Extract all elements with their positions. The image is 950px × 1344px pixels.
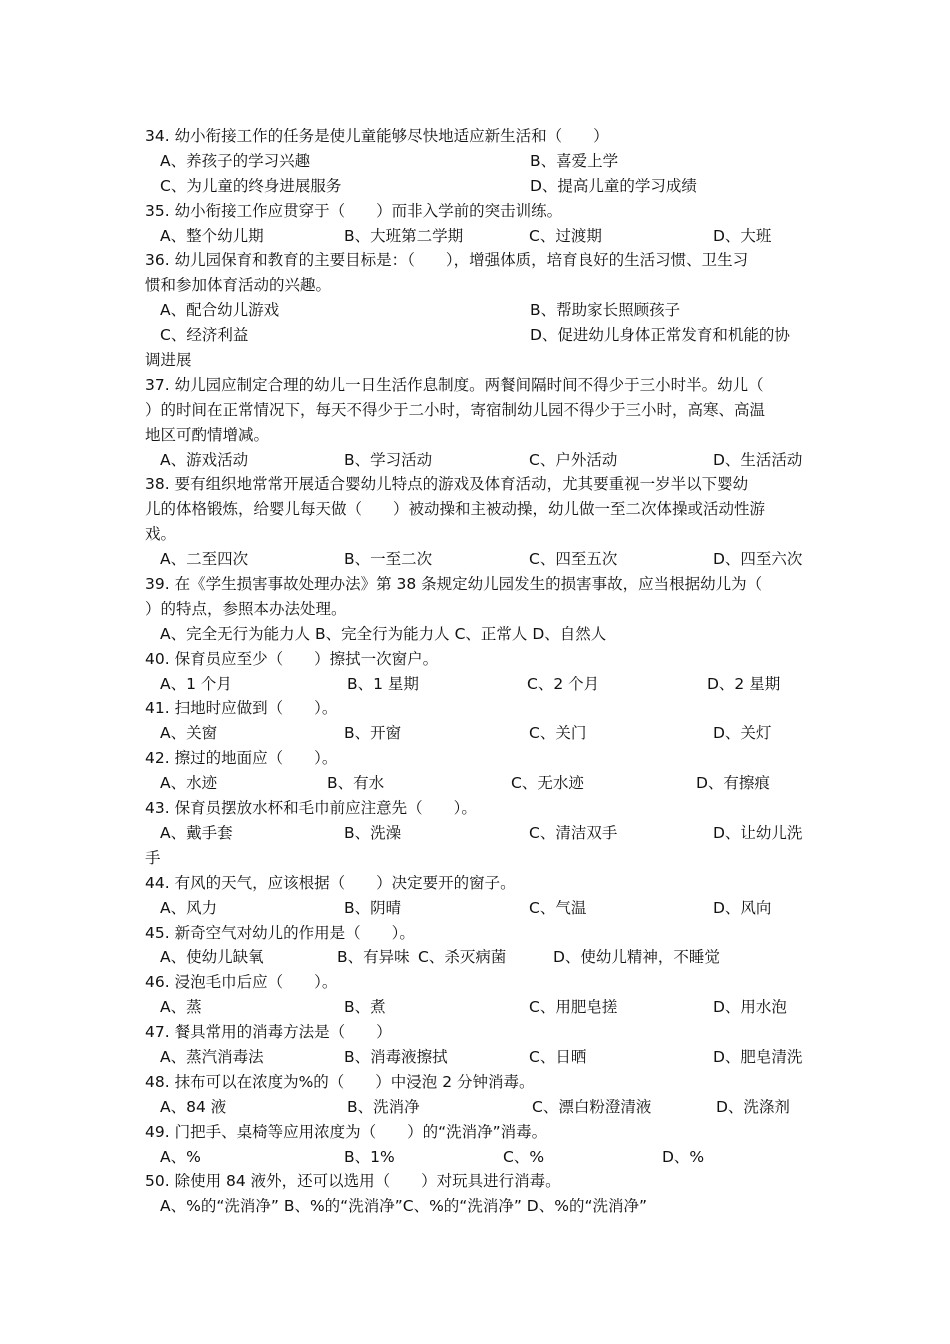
question-text: 46. 浸泡毛巾后应（ ）。 [145,973,338,992]
question-text: 43. 保育员摆放水杯和毛巾前应注意先（ ）。 [145,799,477,818]
answer-option: A、蒸汽消毒法 [160,1047,264,1066]
answer-option: B、洗澡 [344,823,402,842]
option-row [145,721,810,746]
answer-option: B、帮助家长照顾孩子 [530,301,681,320]
question-block [145,871,810,921]
question-text: 49. 门把手、桌椅等应用浓度为（ ）的“洗消净”消毒。 [145,1122,548,1141]
option-row [145,224,810,249]
question-document [145,124,810,1219]
answer-option: B、1 星期 [347,674,419,693]
question-text: 惯和参加体育活动的兴趣。 [145,276,332,295]
answer-option: A、84 液 [160,1097,227,1116]
question-block [145,373,810,473]
answer-option: B、开窗 [344,724,402,743]
answer-option: D、风向 [713,898,772,917]
answer-option: A、使幼儿缺氧 [160,948,264,967]
question-block [145,248,810,372]
answer-option: B、大班第二学期 [344,226,464,245]
answer-option: C、经济利益 [160,326,249,345]
answer-option: D、% [662,1147,705,1166]
answer-option: C、日晒 [529,1047,587,1066]
answer-option: B、一至二次 [344,550,433,569]
answer-option: A、游戏活动 [160,450,249,469]
question-block [145,1020,810,1070]
question-block [145,1070,810,1120]
answer-option: C、四至五次 [529,550,618,569]
answer-option: A、完全无行为能力人 B、完全行为能力人 C、正常人 D、自然人 [160,624,607,643]
option-continuation: 调进展 [145,351,192,370]
option-row [145,298,810,323]
question-text: 39. 在《学生损害事故处理办法》第 38 条规定幼儿园发生的损害事故，应当根据幼儿为（ [145,575,763,594]
question-text: 地区可酌情增减。 [145,425,270,444]
option-row [145,1045,810,1070]
answer-option: A、关窗 [160,724,218,743]
answer-option: B、阴晴 [344,898,402,917]
question-text: 36. 幼儿园保育和教育的主要目标是：（ ），增强体质，培育良好的生活习惯、卫生习 [145,251,749,270]
answer-option: A、水迹 [160,774,218,793]
answer-option: D、洗涤剂 [716,1097,790,1116]
answer-option: B、喜爱上学 [530,151,619,170]
answer-option: C、气温 [529,898,587,917]
question-block [145,647,810,697]
answer-option: D、肥皂清洗 [713,1047,803,1066]
answer-option: D、使幼儿精神，不睡觉 [553,948,720,967]
answer-option: B、学习活动 [344,450,433,469]
option-row [145,896,810,921]
option-row [145,672,810,697]
option-row [145,174,810,199]
question-block [145,746,810,796]
question-block [145,572,810,647]
answer-option: A、整个幼儿期 [160,226,264,245]
question-text: 44. 有风的天气，应该根据（ ）决定要开的窗子。 [145,873,516,892]
question-block [145,124,810,199]
answer-option: D、关灯 [713,724,772,743]
answer-option: A、% [160,1147,201,1166]
answer-option: C、户外活动 [529,450,618,469]
answer-option: B、洗消净 [347,1097,420,1116]
question-text: 50. 除使用 84 液外，还可以选用（ ）对玩具进行消毒。 [145,1172,561,1191]
option-row [145,149,810,174]
question-block [145,696,810,746]
answer-option: A、%的“洗消净” B、%的“洗消净”C、%的“洗消净” D、%的“洗消净” [160,1197,648,1216]
option-row [145,1145,810,1170]
option-row [145,622,810,647]
question-text: 37. 幼儿园应制定合理的幼儿一日生活作息制度。两餐间隔时间不得少于三小时半。幼儿（ [145,375,764,394]
option-row [145,995,810,1020]
question-text: 34. 幼小衔接工作的任务是使儿童能够尽快地适应新生活和（ ） [145,127,609,145]
question-text: 戏。 [145,525,177,544]
option-row [145,323,810,348]
question-block [145,1169,810,1219]
option-continuation: 手 [145,848,161,867]
answer-option: B、消毒液擦拭 [344,1047,448,1066]
answer-option: D、有擦痕 [696,774,770,793]
answer-option: D、四至六次 [713,550,803,569]
option-row [145,771,810,796]
answer-option: A、蒸 [160,998,202,1017]
answer-option: C、% [503,1147,545,1166]
question-text: 38. 要有组织地常常开展适合婴幼儿特点的游戏及体育活动，尤其要重视一岁半以下婴幼 [145,475,749,494]
question-block [145,472,810,572]
answer-option: A、养孩子的学习兴趣 [160,151,311,170]
question-text: 41. 扫地时应做到（ ）。 [145,699,338,718]
question-text: 45. 新奇空气对幼儿的作用是（ ）。 [145,923,415,942]
answer-option: C、漂白粉澄清液 [532,1097,652,1116]
answer-option: C、过渡期 [529,226,602,245]
answer-option: D、用水泡 [713,998,787,1017]
question-text: ）的时间在正常情况下，每天不得少于二小时，寄宿制幼儿园不得少于三小时，高寒、高温 [145,400,766,419]
answer-option: C、关门 [529,724,587,743]
question-text: 42. 擦过的地面应（ ）。 [145,749,338,768]
answer-option: C、为儿童的终身进展服务 [160,176,342,195]
answer-option: B、1% [344,1147,395,1166]
question-block [145,199,810,249]
answer-option: D、促进幼儿身体正常发育和机能的协 [530,326,790,345]
question-block [145,796,810,871]
answer-option: D、让幼儿洗 [713,823,803,842]
answer-option: C、无水迹 [511,774,584,793]
question-text: 儿的体格锻炼，给婴儿每天做（ ）被动操和主被动操，幼儿做一至二次体操或活动性游 [145,500,766,519]
answer-option: C、用肥皂搓 [529,998,618,1017]
question-text: 40. 保育员应至少（ ）擦拭一次窗户。 [145,649,439,668]
question-text: 48. 抹布可以在浓度为%的（ ）中浸泡 2 分钟消毒。 [145,1072,535,1091]
question-block [145,970,810,1020]
question-text: ）的特点，参照本办法处理。 [145,599,347,618]
answer-option: C、2 个月 [527,674,600,693]
option-row [145,1095,810,1120]
option-row [145,448,810,473]
option-row [145,945,810,970]
answer-option: A、二至四次 [160,550,249,569]
answer-option: D、大班 [713,226,772,245]
answer-option: D、提高儿童的学习成绩 [530,176,697,195]
option-row [145,821,810,846]
question-block [145,921,810,971]
answer-option: D、2 星期 [707,674,781,693]
answer-option: C、清洁双手 [529,823,618,842]
question-text: 47. 餐具常用的消毒方法是（ ） [145,1023,392,1042]
answer-option: A、配合幼儿游戏 [160,301,280,320]
option-row [145,1194,810,1219]
answer-option: B、有异味 [337,948,410,967]
answer-option: A、风力 [160,898,218,917]
answer-option: A、戴手套 [160,823,233,842]
question-text: 35. 幼小衔接工作应贯穿于（ ）而非入学前的突击训练。 [145,201,563,220]
question-block [145,1120,810,1170]
option-row [145,547,810,572]
answer-option: C、杀灭病菌 [418,948,507,967]
answer-option: D、生活活动 [713,450,803,469]
answer-option: A、1 个月 [160,674,232,693]
answer-option: B、有水 [327,774,385,793]
answer-option: B、煮 [344,998,386,1017]
